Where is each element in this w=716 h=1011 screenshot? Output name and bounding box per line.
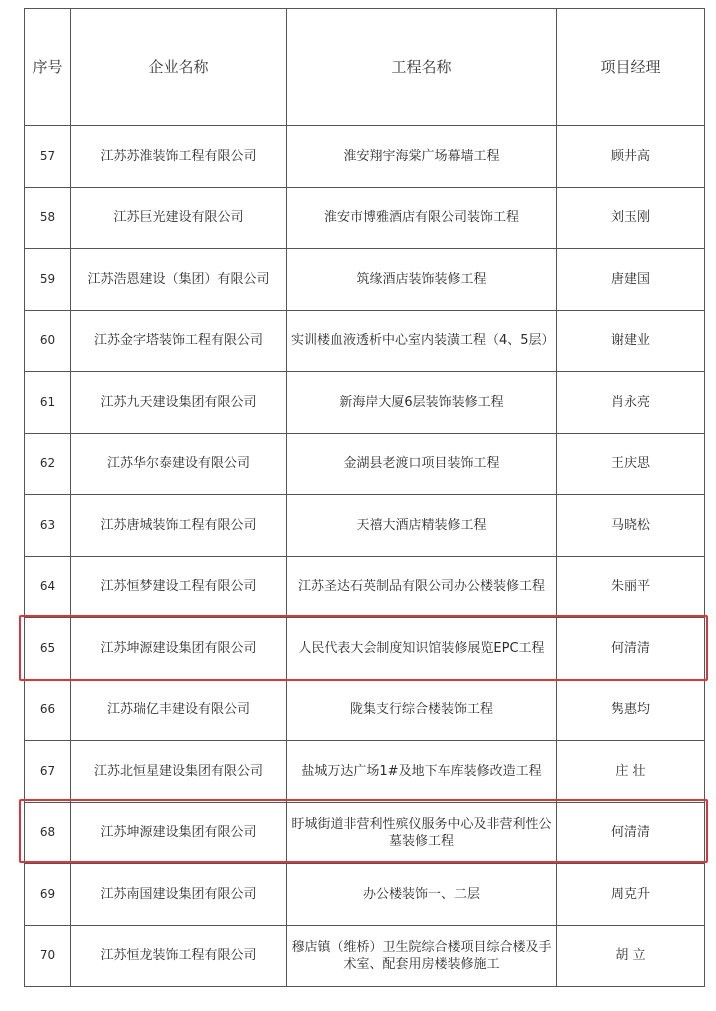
row-company: 江苏苏淮装饰工程有限公司	[71, 126, 287, 188]
row-num: 69	[25, 864, 71, 926]
row-project: 淮安市博雅酒店有限公司装饰工程	[287, 187, 557, 249]
row-project: 实训楼血液透析中心室内装潢工程（4、5层）	[287, 310, 557, 372]
table-row	[25, 679, 705, 741]
row-company: 江苏华尔泰建设有限公司	[71, 433, 287, 495]
row-manager: 唐建国	[557, 249, 705, 311]
row-manager: 刘玉刚	[557, 187, 705, 249]
row-company: 江苏南国建设集团有限公司	[71, 864, 287, 926]
row-num: 63	[25, 495, 71, 557]
row-project: 金湖县老渡口项目装饰工程	[287, 433, 557, 495]
table-row	[25, 310, 705, 372]
table-row	[25, 741, 705, 803]
header-company: 企业名称	[71, 9, 287, 126]
table-row	[25, 372, 705, 434]
row-num: 68	[25, 802, 71, 864]
row-company: 江苏浩恩建设（集团）有限公司	[71, 249, 287, 311]
row-manager: 胡 立	[557, 925, 705, 987]
table-row	[25, 187, 705, 249]
row-num: 65	[25, 618, 71, 680]
row-company: 江苏坤源建设集团有限公司	[71, 618, 287, 680]
row-manager: 顾井高	[557, 126, 705, 188]
row-company: 江苏唐城装饰工程有限公司	[71, 495, 287, 557]
row-manager: 马晓松	[557, 495, 705, 557]
table-row	[25, 556, 705, 618]
table-row	[25, 864, 705, 926]
row-project: 天禧大酒店精装修工程	[287, 495, 557, 557]
row-manager: 何清清	[557, 802, 705, 864]
row-project: 陇集支行综合楼装饰工程	[287, 679, 557, 741]
row-project: 淮安翔宇海棠广场幕墙工程	[287, 126, 557, 188]
table-row	[25, 925, 705, 987]
row-num: 57	[25, 126, 71, 188]
row-manager: 朱丽平	[557, 556, 705, 618]
table-row	[25, 802, 705, 864]
table-row	[25, 249, 705, 311]
row-project: 人民代表大会制度知识馆装修展览EPC工程	[287, 618, 557, 680]
row-company: 江苏瑞亿丰建设有限公司	[71, 679, 287, 741]
row-manager: 隽惠均	[557, 679, 705, 741]
row-company: 江苏九天建设集团有限公司	[71, 372, 287, 434]
row-manager: 王庆思	[557, 433, 705, 495]
row-manager: 肖永亮	[557, 372, 705, 434]
row-company: 江苏巨光建设有限公司	[71, 187, 287, 249]
contractor-table	[24, 8, 705, 987]
row-num: 62	[25, 433, 71, 495]
row-num: 58	[25, 187, 71, 249]
header-manager: 项目经理	[557, 9, 705, 126]
row-num: 64	[25, 556, 71, 618]
row-manager: 庄 壮	[557, 741, 705, 803]
row-project: 办公楼装饰一、二层	[287, 864, 557, 926]
row-num: 67	[25, 741, 71, 803]
row-manager: 周克升	[557, 864, 705, 926]
row-project: 江苏圣达石英制品有限公司办公楼装修工程	[287, 556, 557, 618]
row-manager: 谢建业	[557, 310, 705, 372]
row-num: 59	[25, 249, 71, 311]
table-header-row	[25, 9, 705, 126]
table-row	[25, 126, 705, 188]
row-num: 61	[25, 372, 71, 434]
header-num: 序号	[25, 9, 71, 126]
row-manager: 何清清	[557, 618, 705, 680]
row-company: 江苏恒龙装饰工程有限公司	[71, 925, 287, 987]
row-company: 江苏恒梦建设工程有限公司	[71, 556, 287, 618]
row-project: 穆店镇（维桥）卫生院综合楼项目综合楼及手术室、配套用房楼装修施工	[287, 925, 557, 987]
row-company: 江苏坤源建设集团有限公司	[71, 802, 287, 864]
row-project: 盱城街道非营利性殡仪服务中心及非营利性公墓装修工程	[287, 802, 557, 864]
header-project: 工程名称	[287, 9, 557, 126]
table-row	[25, 433, 705, 495]
table-row	[25, 495, 705, 557]
row-company: 江苏北恒星建设集团有限公司	[71, 741, 287, 803]
row-project: 筑缘酒店装饰装修工程	[287, 249, 557, 311]
row-num: 60	[25, 310, 71, 372]
row-num: 70	[25, 925, 71, 987]
row-project: 盐城万达广场1#及地下车库装修改造工程	[287, 741, 557, 803]
row-project: 新海岸大厦6层装饰装修工程	[287, 372, 557, 434]
table-body	[25, 126, 705, 987]
row-num: 66	[25, 679, 71, 741]
table-row	[25, 618, 705, 680]
row-company: 江苏金字塔装饰工程有限公司	[71, 310, 287, 372]
